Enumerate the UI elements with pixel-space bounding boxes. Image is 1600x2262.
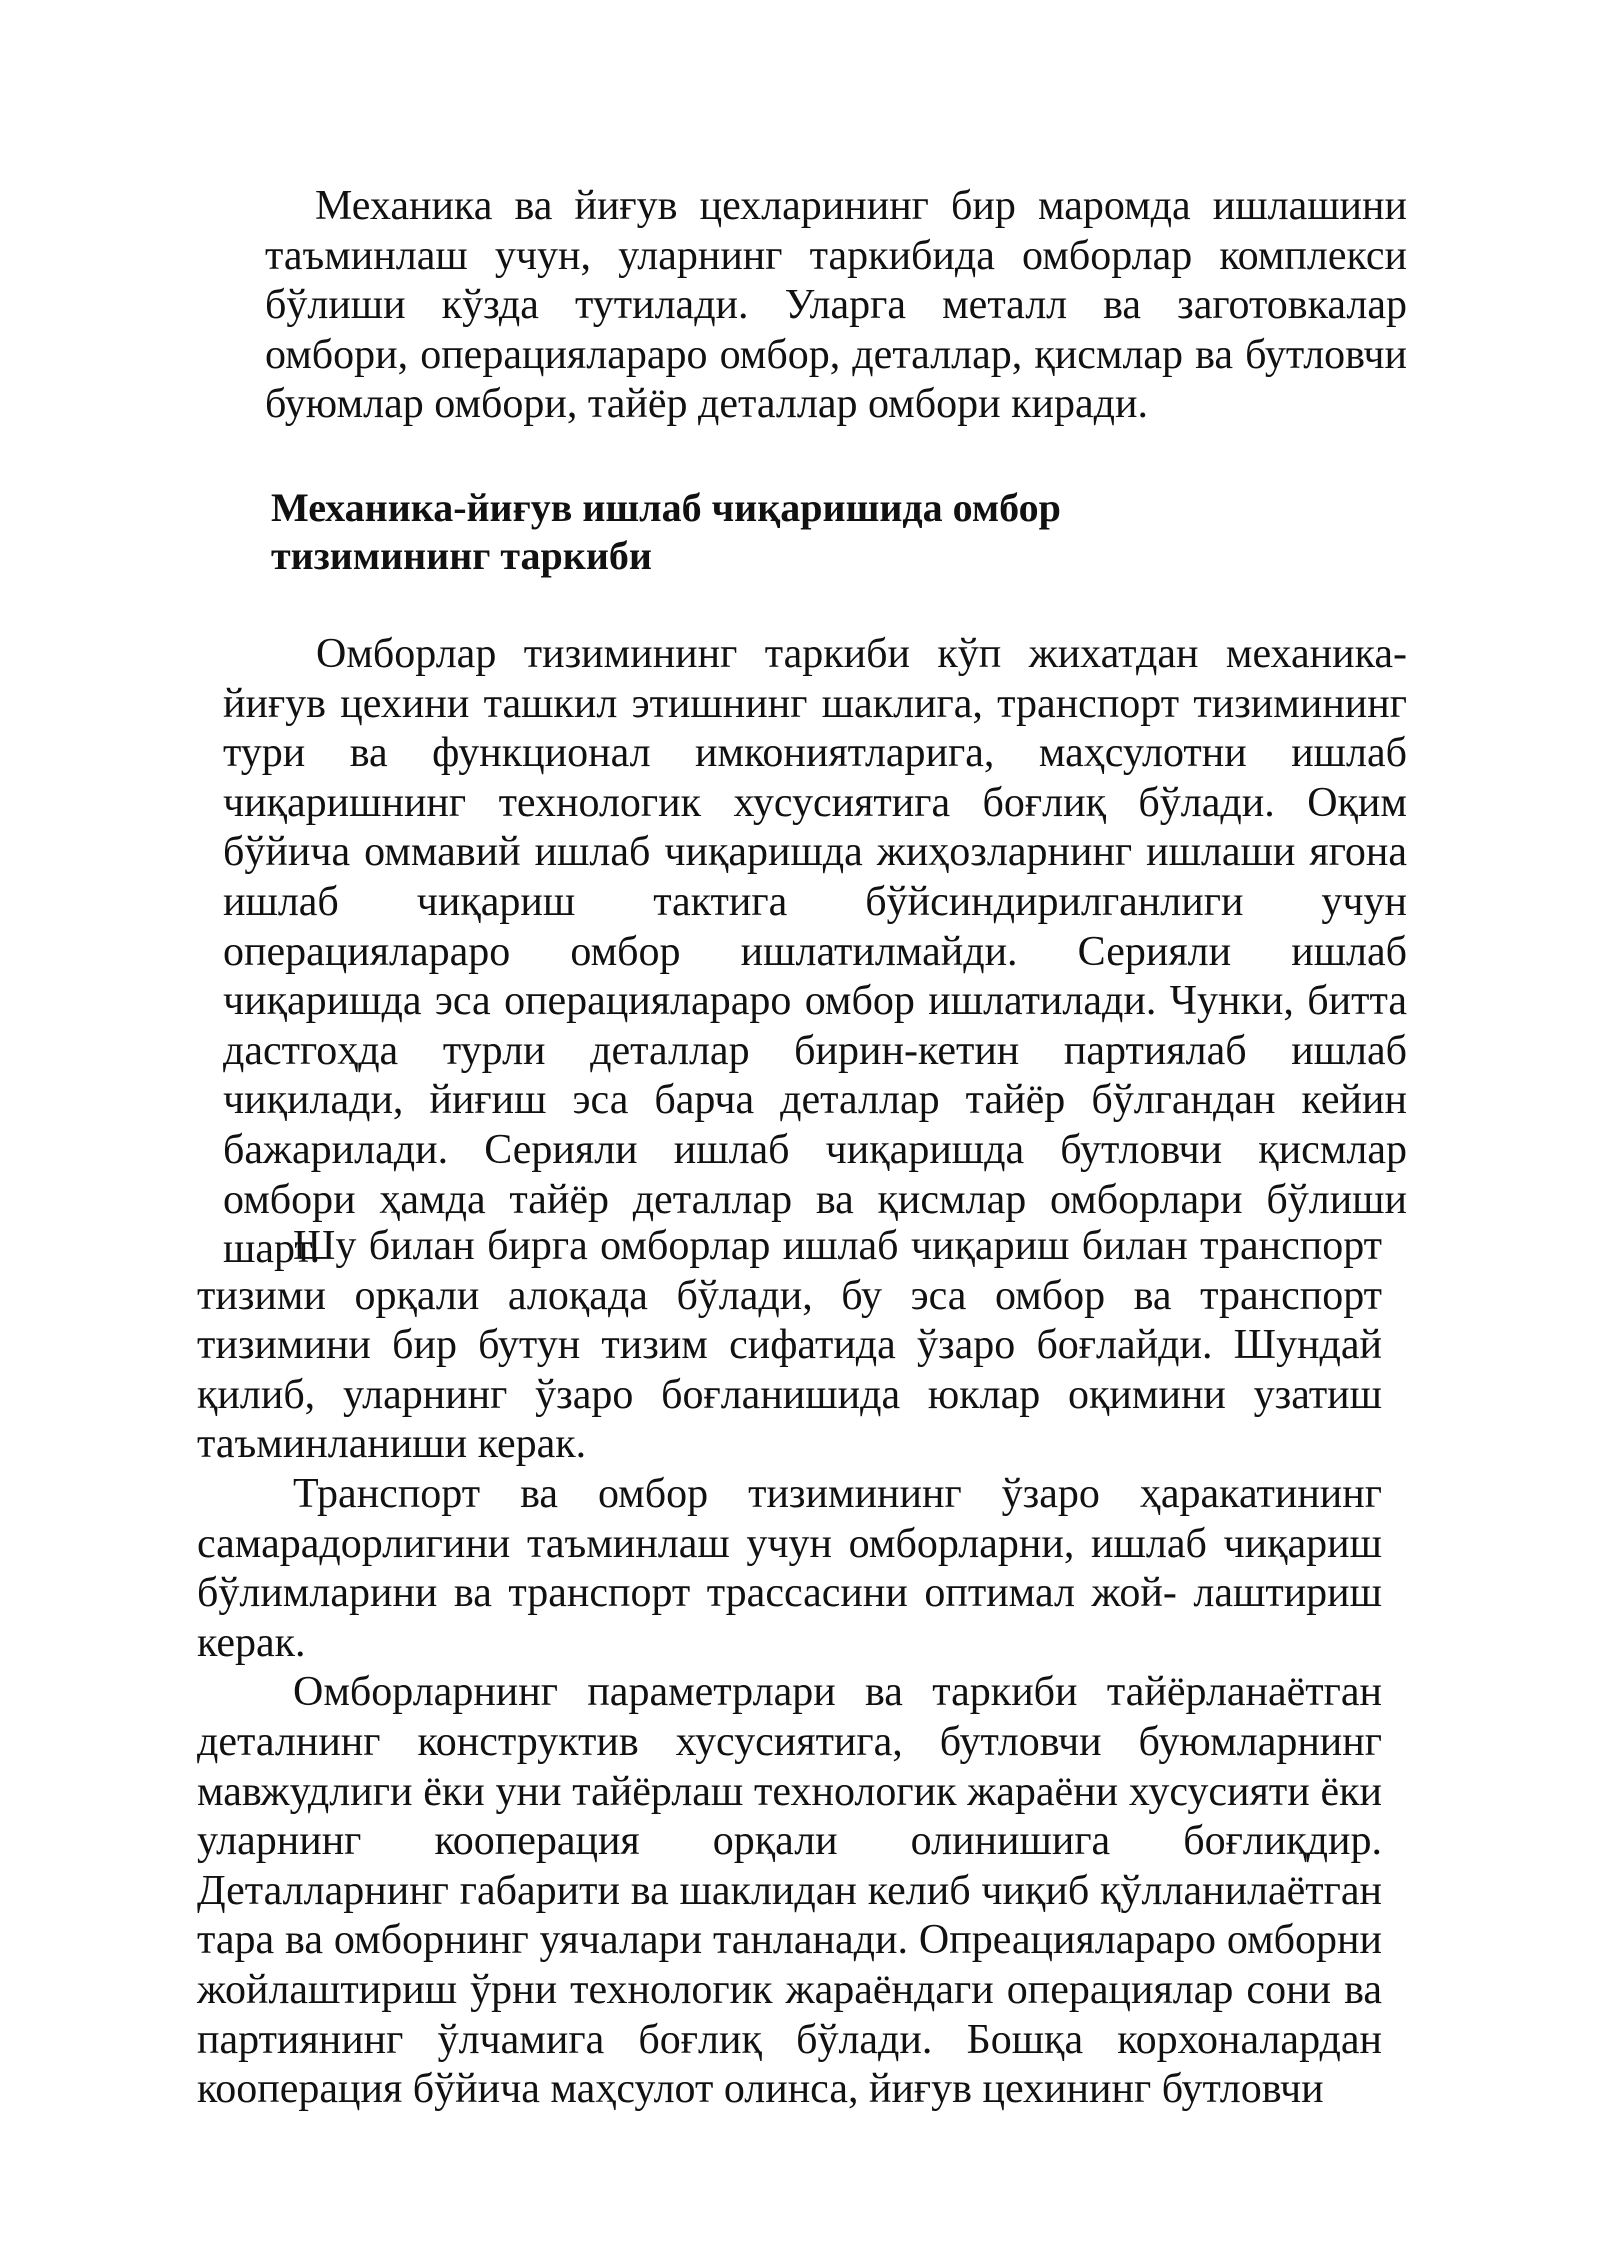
section-body-2 (197, 1222, 1382, 2115)
heading-line-2: тизимининг таркиби (271, 533, 652, 578)
heading-line-1: Механика-йиғув ишлаб чиқаришида омбор (271, 485, 1061, 530)
body-paragraph: Шу билан бирга омборлар ишлаб чиқариш билан транспорт тизими орқали алоқада бўлади, бу эса омбор ва транспорт тизимини бир бутун тизим сифатида ўзаро боғлайди. Шундай қилиб, уларнинг ўзаро боғланишида юклар оқимини узатиш таъминланиши керак. (197, 1223, 1382, 1468)
section-heading (271, 484, 1271, 580)
section-body-1 (223, 630, 1407, 1275)
body-paragraph: Омборларнинг параметрлари ва таркиби тайёрланаётган деталнинг конструктив хусусиятига, бутловчи буюмларнинг мавжудлиги ёки уни тайёрлаш технологик жараёни хусусияти ёки уларнинг кооперация орқали олинишига боғлиқдир. Деталларнинг габарити ва шаклидан келиб чиқиб қўлланилаётган тара ва омборнинг уячалари танланади. Опреацияларaро омборни жойлаштириш ўрни технологик жараёндаги операциялар сони ва партиянинг ўлчамига боғлиқ бўлади. Бошқа корхоналардан кооперация бўйича маҳсулот олинса, йиғув цехининг бутловчи (197, 1669, 1382, 2113)
body-paragraph: Омборлар тизимининг таркиби кўп жихатдан механика-йиғув цехини ташкил этишнинг шаклига, транспорт тизимининг тури ва функционал имкониятларига, маҳсулотни ишлаб чиқаришнинг технологик хусусиятига боғлиқ бўлади. Оқим бўйича оммавий ишлаб чиқаришда жиҳозларнинг ишлаши ягона ишлаб чиқариш тактига бўйсиндирилганлиги учун операцияларaро омбор ишлатилмайди. Серияли ишлаб чиқаришда эса операцияларaро омбор ишлатилади. Чунки, битта дастгоҳда турли деталлар бирин-кетин партиялаб ишлаб чиқилади, йиғиш эса барча деталлар тайёр бўлгандан кейин бажарилади. Серияли ишлаб чиқаришда бутловчи қисмлар омбори ҳамда тайёр деталлар ва қисмлар омборлари бўлиши шарт. (223, 631, 1407, 1273)
body-paragraph: Транспорт ва омбор тизимининг ўзаро ҳаракатининг самарадорлигини таъминлаш учун омборларни, ишлаб чиқариш бўлимларини ва транспорт трассасини оптимал жой- лаштириш керак. (197, 1470, 1382, 1666)
intro-paragraph: Механика ва йиғув цехларининг бир маромда ишлашини таъминлаш учун, уларнинг таркибида омборлар комплекси бўлиши кўзда тутилади. Уларга металл ва заготовкалар омбори, операцияларaро омбор, деталлар, қисмлар ва бутловчи буюмлар омбори, тайёр деталлар омбори киради. (265, 183, 1407, 428)
intro-section (265, 182, 1407, 430)
